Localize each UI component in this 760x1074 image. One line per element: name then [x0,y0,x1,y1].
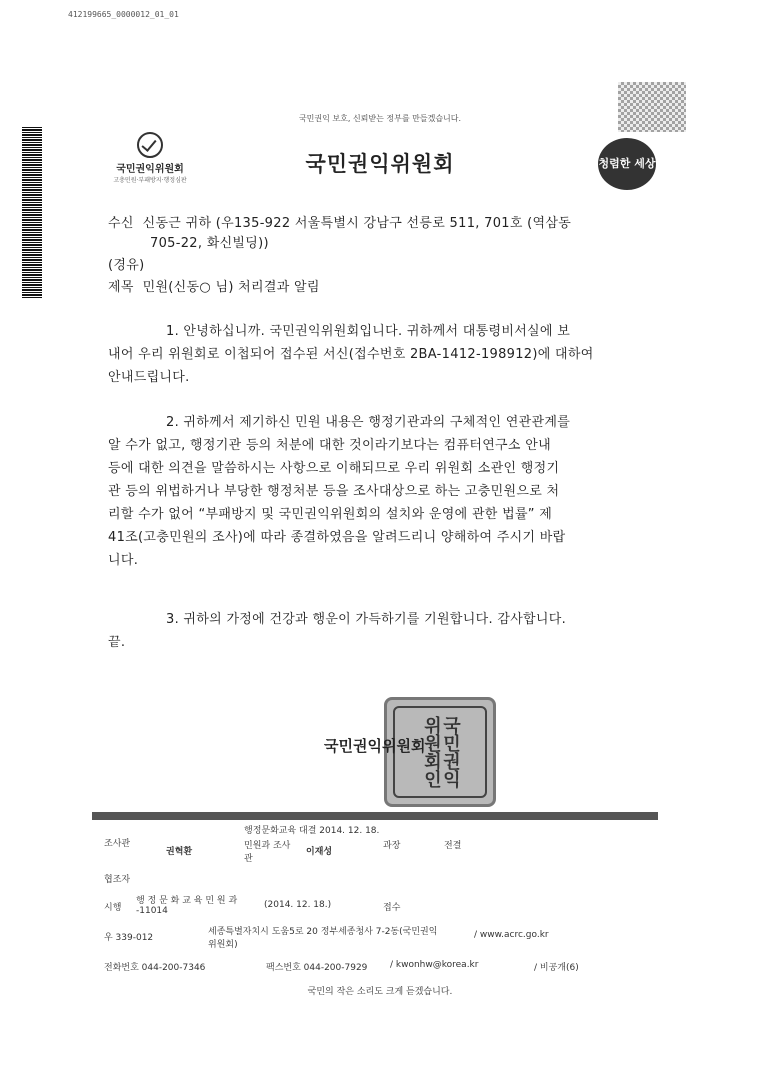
paragraph-2-line: 알 수가 없고, 행정기관 등의 처분에 대한 것이라기보다는 컴퓨터연구소 안내 [108,438,551,453]
approve-label: 전결 [444,841,462,851]
enforcement-date: (2014. 12. 18.) [264,900,332,910]
chief-label: 과장 [383,841,401,851]
seal-text: 국민권익위원회인 [393,706,487,798]
paragraph-2-line: 관 등의 위법하거나 부당한 행정처분 등을 조사대상으로 하는 고충민원으로 처 [108,484,560,499]
document-id: 412199665_0000012_01_01 [68,10,179,19]
disclosure-status: / 비공개(6) [534,963,579,973]
recipient-label: 수신 [108,216,134,231]
subject-line [108,276,670,299]
closing-slogan: 국민의 작은 소리도 크게 듣겠습니다. [307,987,453,997]
enforcement-label: 시행 [104,903,122,913]
paragraph-2-line: 등에 대한 의견을 말씀하시는 사항으로 이해되므로 우리 위원회 소관인 행정기 [108,461,560,476]
integrity-badge: 청렴한 세상 [598,138,656,190]
paragraph-1-line: 내어 우리 위원회로 이첩되어 접수된 서신(접수번호 2BA-1412-198912)에 대하여 [108,347,594,362]
end-mark: 끝. [108,635,126,650]
recipient-line-2: 705-22, 화신빌딩)) [150,236,269,251]
issuer-signature: 국민권익위원회 [324,737,426,755]
subject-text: 민원(신동○ 님) 처리결과 알림 [142,280,320,295]
website: / www.acrc.go.kr [474,930,549,940]
investigator-name: 권혁환 [166,847,193,857]
subject-label: 제목 [108,280,134,295]
paragraph-2 [108,411,670,572]
email-address: / kwonhw@korea.kr [390,960,479,970]
approval-note: 행정문화교육 대결 2014. 12. 18. [244,826,380,836]
recipient-text: 신동근 귀하 (우135-922 서울특별시 강남구 선릉로 511, 701호 (역삼동 [142,216,572,231]
footer-rule [92,812,658,820]
officer-label: 민원과 조사 [244,841,291,851]
paragraph-3 [108,608,670,654]
paragraph-2-line: 2. 귀하께서 제기하신 민원 내용은 행정기관과의 구체적인 연관관계를 [166,415,571,430]
paragraph-3-line: 3. 귀하의 가정에 건강과 행운이 가득하기를 기원합니다. 감사합니다. [166,612,567,627]
fax-number: 팩스번호 044-200-7929 [266,963,368,973]
enforcement-dept: 행 정 문 화 교 육 민 원 과 [136,896,238,906]
officer-name: 이재성 [306,847,333,857]
paragraph-1-line: 안내드립니다. [108,370,190,385]
paragraph-1 [108,320,670,389]
phone-number: 전화번호 044-200-7346 [104,963,206,973]
qr-code [618,82,686,132]
logo-subtitle: 고충민원·부패방지·행정심판 [113,177,187,184]
paragraph-2-line: 41조(고충민원의 조사)에 따라 종결하였음을 알려드리니 양해하여 주시기 바랍 [108,530,566,545]
investigator-label: 조사관 [104,839,131,849]
slogan: 국민권익 보호, 신뢰받는 정부를 만들겠습니다. [298,114,462,123]
cooperator-label: 협조자 [104,875,131,885]
address-line-2: 위원회) [208,940,238,950]
officer-label-2: 관 [244,854,253,864]
logo-name: 국민권익위원회 [116,164,184,175]
enforcement-number: -11014 [136,906,168,916]
paragraph-2-line: 니다. [108,553,139,568]
paragraph-1-line: 1. 안녕하십니까. 국민권익위원회입니다. 귀하께서 대통령비서실에 보 [166,324,571,339]
paragraph-2-line: 리할 수가 없어 “부패방지 및 국민권익위원회의 설치와 운영에 관한 법률” 제 [108,507,553,522]
document-title: 국민권익위원회 [305,152,455,176]
receipt-label: 접수 [383,903,401,913]
address-line-1: 세종특별자치시 도움5로 20 정부세종청사 7-2동(국민권익 [208,927,438,937]
postal-code: 우 339-012 [104,933,154,943]
via-line: (경유) [108,258,145,273]
